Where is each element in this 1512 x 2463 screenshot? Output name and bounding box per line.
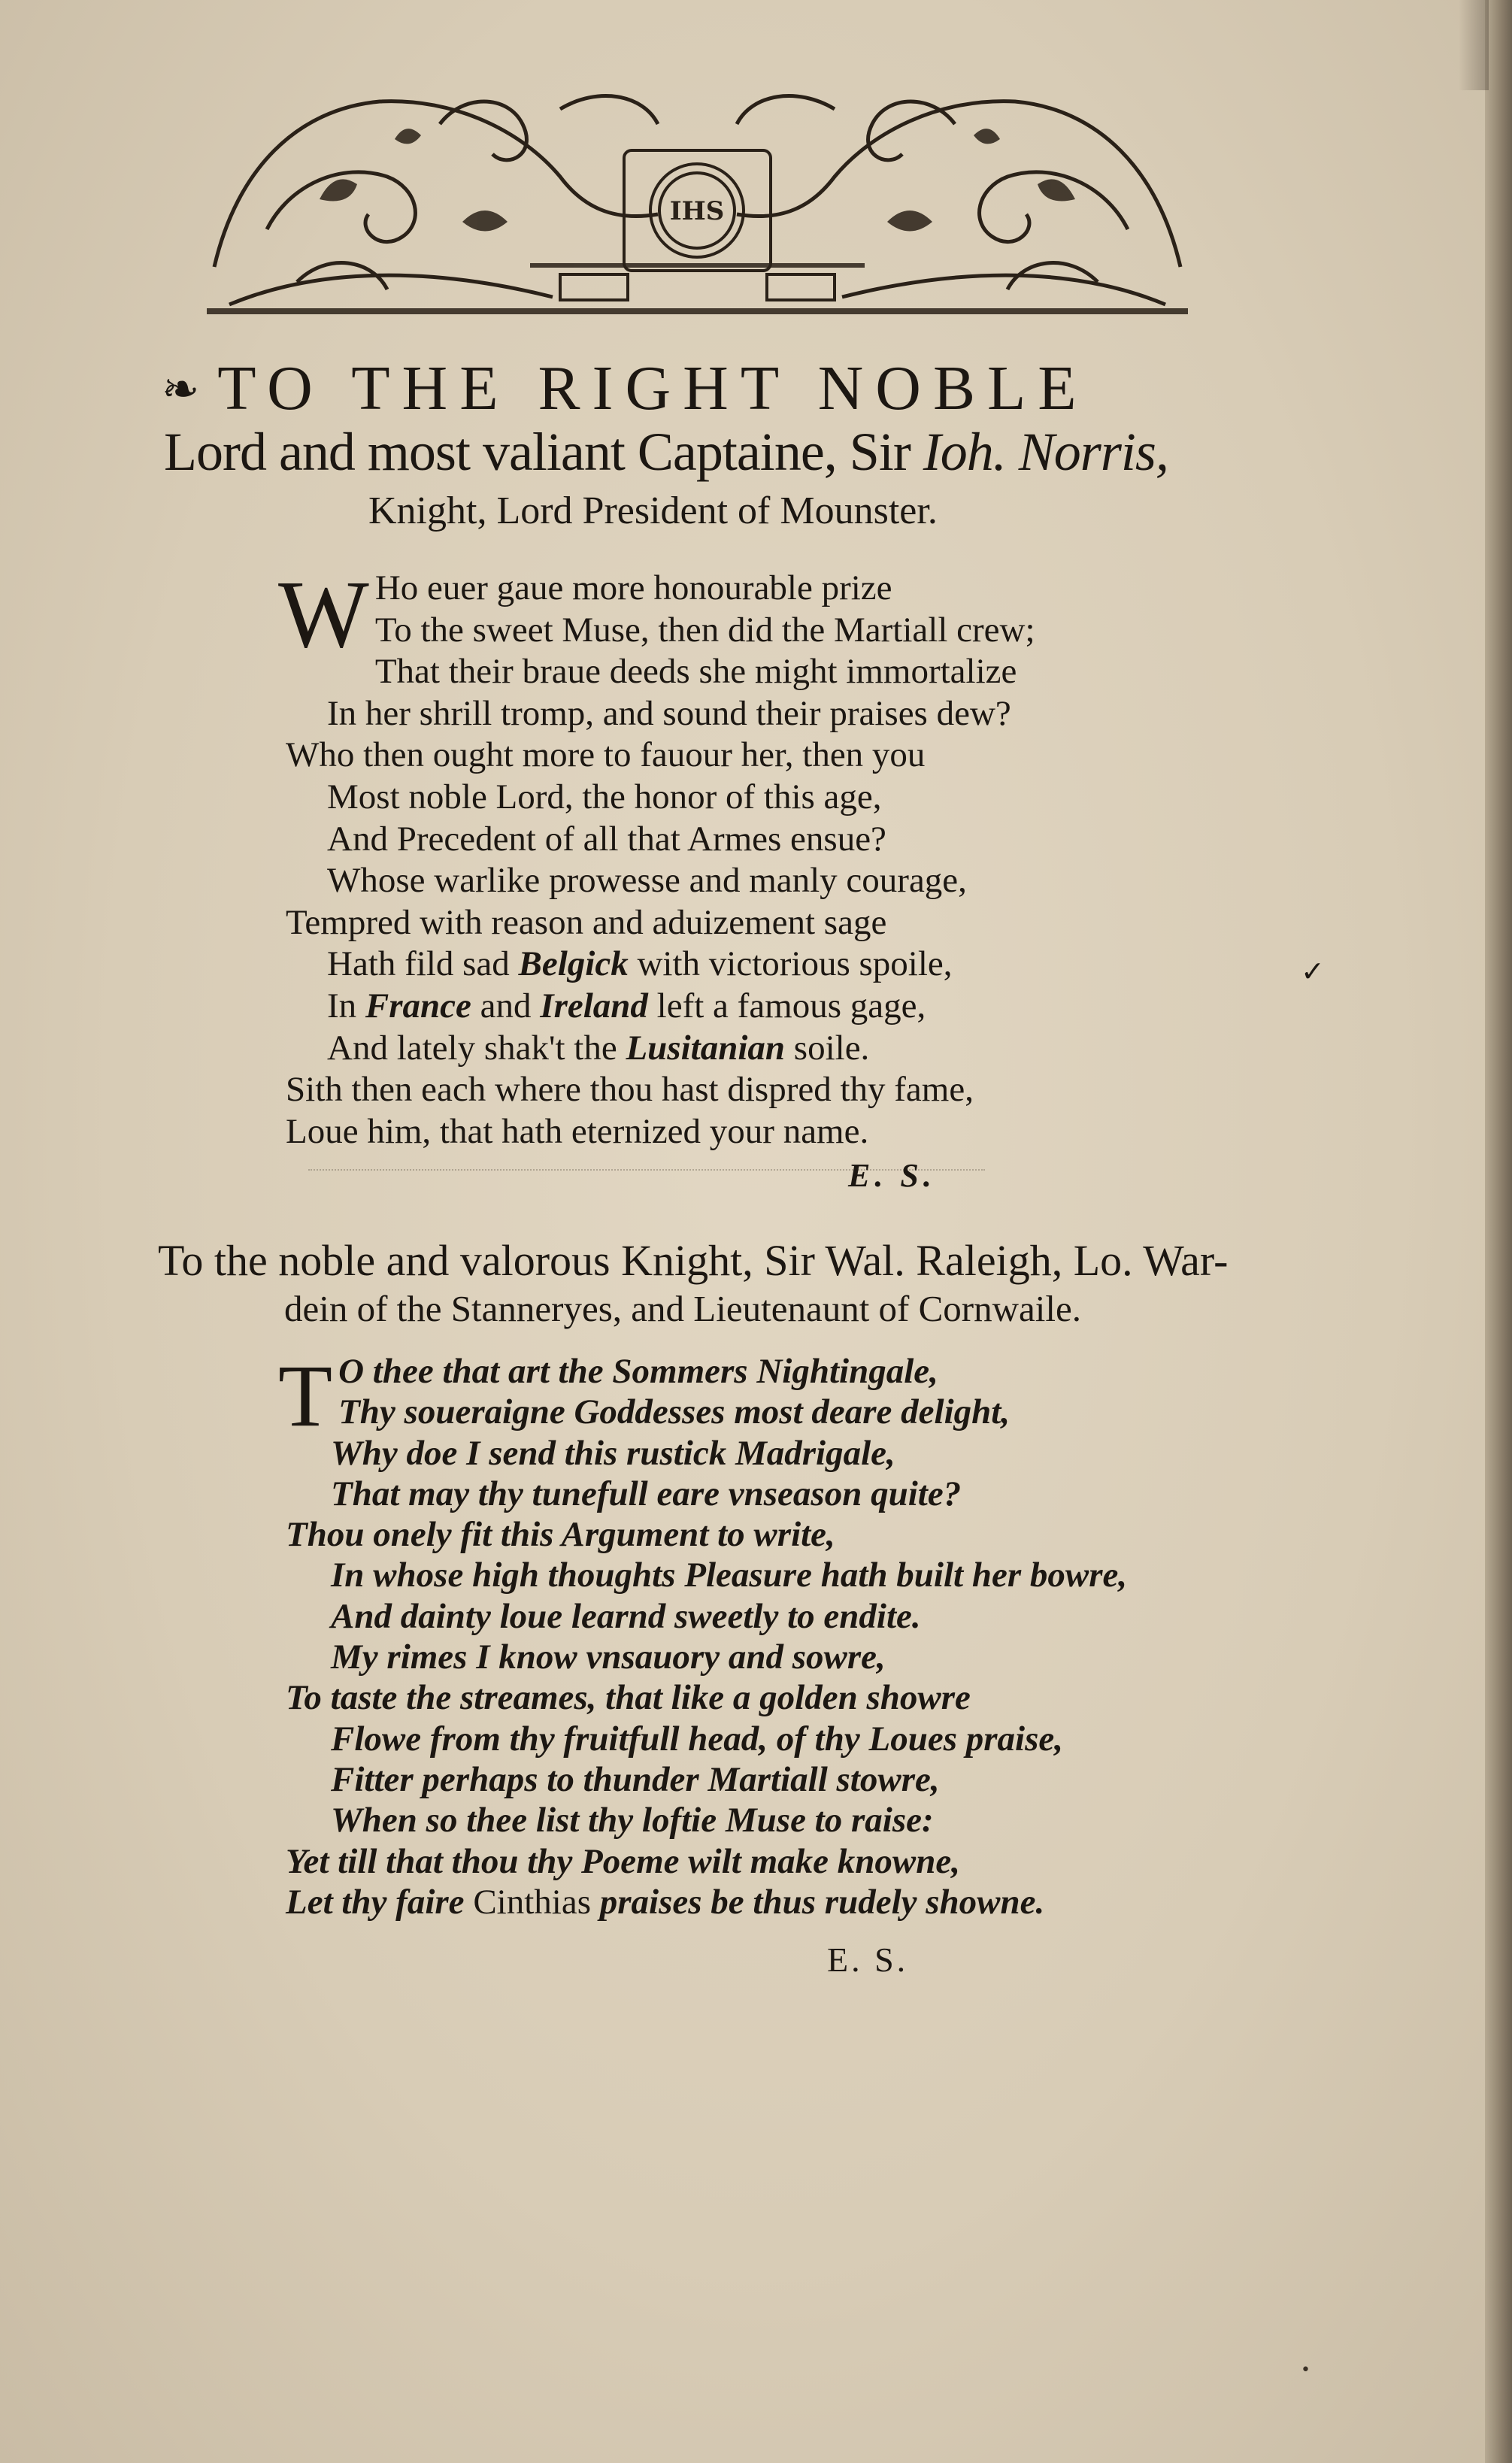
verse-line: Yet till that thou thy Poeme wilt make knowne, — [286, 1841, 960, 1881]
verse-line — [286, 986, 1143, 1028]
place-name: Ireland — [540, 986, 648, 1025]
place-name: France — [365, 986, 471, 1025]
verse-line: And dainty loue learnd sweetly to endite. — [331, 1596, 921, 1636]
verse-line: Ho euer gaue more honourable prize — [374, 568, 892, 607]
place-name: Lusitanian — [626, 1028, 786, 1068]
verse-text: and — [471, 986, 541, 1025]
verse-line: Flowe from thy fruitfull head, of thy Loues praise, — [331, 1719, 1063, 1759]
title-line2-text: Lord and most valiant Captaine, Sir — [164, 422, 923, 482]
dedication-title-line3: Knight, Lord President of Mounster. — [368, 489, 938, 532]
margin-mark-icon: ✓ — [1301, 955, 1325, 988]
verse-text: with victorious spoile, — [628, 944, 953, 984]
verse-text: left a famous gage, — [647, 986, 926, 1025]
verse-line: Thou onely fit this Argument to write, — [286, 1515, 835, 1555]
bottom-mark-icon: • — [1301, 2361, 1311, 2380]
verse-line: To taste the streames, that like a golden showre — [286, 1678, 971, 1718]
sonnet-norris — [278, 561, 1143, 1153]
drop-cap: T — [278, 1347, 333, 1445]
dedication-title-line2 — [164, 421, 1254, 483]
sonnet-raleigh — [278, 1347, 1143, 1922]
headpiece-ornament — [207, 79, 1188, 327]
drop-cap: W — [278, 561, 369, 668]
verse-line: In whose high thoughts Pleasure hath built her bowre, — [331, 1556, 1128, 1595]
verse-line: Loue him, that hath eternized your name. — [286, 1111, 869, 1151]
verse-line: Who then ought more to fauour her, then you — [286, 735, 926, 775]
verse-text: In — [327, 986, 365, 1025]
verse-line: In her shrill tromp, and sound their praises dew? — [327, 693, 1011, 733]
roman-name: Cinthias — [473, 1882, 591, 1922]
verse-line: That may thy tunefull eare vnseason quite? — [331, 1474, 962, 1513]
verse-line: To the sweet Muse, then did the Martiall crew; — [374, 610, 1035, 650]
verse-text: Let thy faire — [286, 1882, 474, 1922]
verse-line: O thee that art the Sommers Nightingale, — [338, 1352, 938, 1391]
verse-text: soile. — [785, 1028, 870, 1068]
verse-text: praises be thus rudely showne. — [591, 1882, 1045, 1922]
dedication-title-line1 — [162, 352, 1237, 425]
place-name: Belgick — [518, 944, 629, 984]
verse-text: And lately shak't the — [327, 1028, 626, 1068]
verse-line — [286, 1028, 1143, 1070]
verse-line: Thy soueraigne Goddesses most deare delight, — [338, 1392, 1011, 1432]
verse-line: And Precedent of all that Armes ensue? — [327, 819, 886, 859]
verse-line: When so thee list thy loftie Muse to raise: — [331, 1801, 934, 1840]
verse-line — [286, 944, 1143, 986]
verse-line: My rimes I know vnsauory and sowre, — [331, 1637, 886, 1677]
page-edge-shadow — [1459, 0, 1489, 90]
title-text: TO THE RIGHT NOBLE — [217, 353, 1089, 423]
verse-line: That their braue deeds she might immortalize — [374, 652, 1017, 692]
signature: E. S. — [827, 1940, 909, 1979]
verse-line: Why doe I send this rustick Madrigale, — [331, 1433, 895, 1473]
ihs-monogram: IHS — [669, 196, 725, 226]
verse-line: Most noble Lord, the honor of this age, — [327, 777, 882, 816]
verse-line: Whose warlike prowesse and manly courage, — [327, 861, 967, 901]
signature: E. S. — [848, 1157, 936, 1194]
verse-line: Fitter perhaps to thunder Martiall stowre, — [331, 1759, 940, 1799]
raleigh-dedication-title-2: dein of the Stanneryes, and Lieutenaunt of Cornwaile. — [284, 1288, 1081, 1329]
verse-line: Tempred with reason and aduizement sage — [286, 902, 887, 942]
fleuron-icon: ❧ — [162, 365, 200, 414]
raleigh-dedication-title: To the noble and valorous Knight, Sir Wal. Raleigh, Lo. War- — [158, 1236, 1229, 1285]
page-edge — [1485, 0, 1512, 2463]
dedicatee-name: Ioh. Norris, — [923, 422, 1168, 482]
verse-line — [286, 1882, 1143, 1922]
verse-line: Sith then each where thou hast dispred thy fame, — [286, 1070, 974, 1110]
verse-text: Hath fild sad — [327, 944, 519, 984]
